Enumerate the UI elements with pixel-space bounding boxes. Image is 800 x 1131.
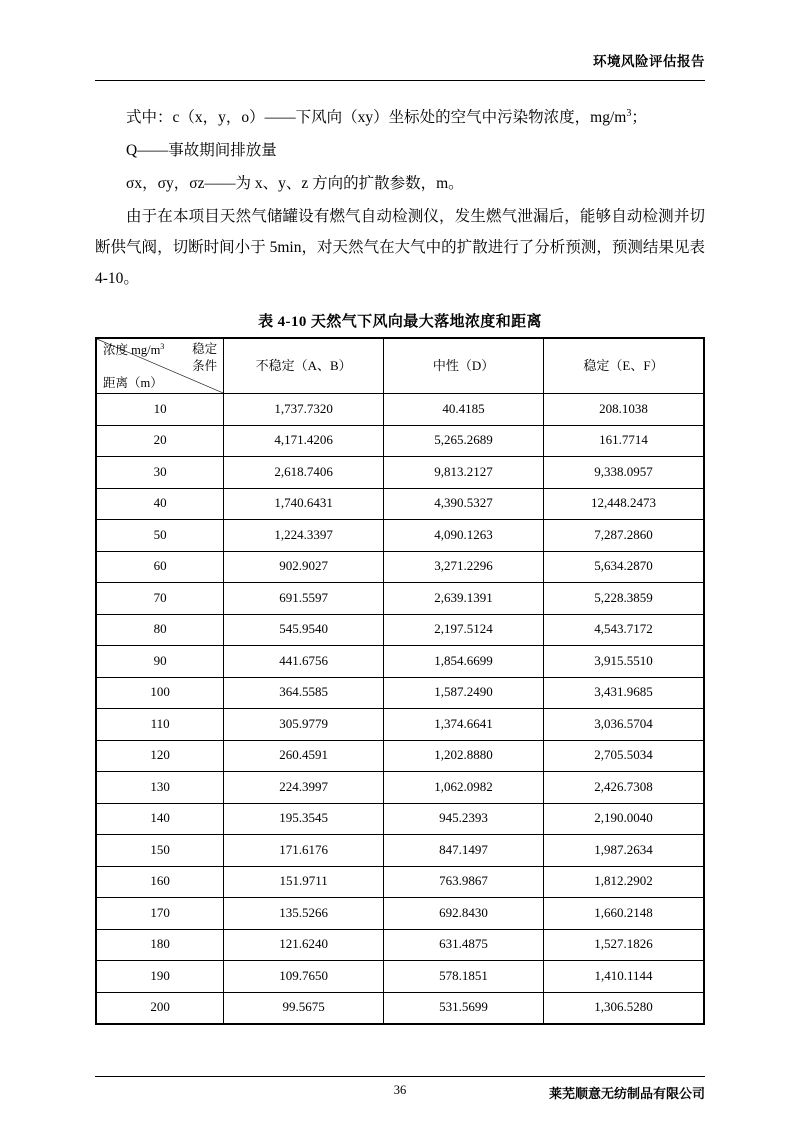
corner-label-top2: 条件 xyxy=(192,359,218,373)
table-row xyxy=(96,583,704,615)
table-row xyxy=(96,898,704,930)
cell-distance: 110 xyxy=(96,709,224,741)
cell-neutral: 3,271.2296 xyxy=(384,551,544,583)
cell-stable: 2,190.0040 xyxy=(543,803,704,835)
table-row xyxy=(96,709,704,741)
table-row xyxy=(96,551,704,583)
cell-unstable: 1,224.3397 xyxy=(224,520,384,552)
cell-neutral: 2,197.5124 xyxy=(384,614,544,646)
cell-stable: 1,812.2902 xyxy=(543,866,704,898)
table-row xyxy=(96,646,704,678)
cell-stable: 2,426.7308 xyxy=(543,772,704,804)
cell-neutral: 2,639.1391 xyxy=(384,583,544,615)
table-corner-cell xyxy=(96,338,224,394)
cell-stable: 5,634.2870 xyxy=(543,551,704,583)
cell-unstable: 260.4591 xyxy=(224,740,384,772)
cell-stable: 1,527.1826 xyxy=(543,929,704,961)
cell-distance: 80 xyxy=(96,614,224,646)
cell-distance: 120 xyxy=(96,740,224,772)
table-row xyxy=(96,740,704,772)
cell-stable: 7,287.2860 xyxy=(543,520,704,552)
cell-neutral: 40.4185 xyxy=(384,394,544,426)
cell-neutral: 1,587.2490 xyxy=(384,677,544,709)
cell-distance: 50 xyxy=(96,520,224,552)
body-text xyxy=(95,102,705,294)
table-caption: 表 4-10 天然气下风向最大落地浓度和距离 xyxy=(258,314,542,330)
page-content xyxy=(95,40,705,1101)
corner-label-top: 稳定 xyxy=(192,342,218,356)
cell-distance: 60 xyxy=(96,551,224,583)
table-header-unstable: 不稳定（A、B） xyxy=(224,338,384,394)
cell-stable: 3,036.5704 xyxy=(543,709,704,741)
cell-stable: 3,431.9685 xyxy=(543,677,704,709)
cell-unstable: 109.7650 xyxy=(224,961,384,993)
cell-neutral: 945.2393 xyxy=(384,803,544,835)
cell-unstable: 4,171.4206 xyxy=(224,425,384,457)
formula-line-3: σx，σy，σz——为 x、y、z 方向的扩散参数，m。 xyxy=(126,175,464,192)
table-body xyxy=(96,394,704,1025)
table-row xyxy=(96,394,704,426)
cell-unstable: 135.5266 xyxy=(224,898,384,930)
cell-distance: 140 xyxy=(96,803,224,835)
cell-stable: 1,410.1144 xyxy=(543,961,704,993)
cell-unstable: 224.3997 xyxy=(224,772,384,804)
table-row xyxy=(96,961,704,993)
cell-stable: 9,338.0957 xyxy=(543,457,704,489)
cell-distance: 30 xyxy=(96,457,224,489)
footer-company: 莱芜顺意无纺制品有限公司 xyxy=(548,1086,705,1101)
cell-stable: 1,660.2148 xyxy=(543,898,704,930)
concentration-distance-table xyxy=(95,337,705,1025)
table-row xyxy=(96,992,704,1024)
cell-unstable: 902.9027 xyxy=(224,551,384,583)
table-row xyxy=(96,457,704,489)
table-row xyxy=(96,866,704,898)
cell-neutral: 631.4875 xyxy=(384,929,544,961)
cell-neutral: 4,090.1263 xyxy=(384,520,544,552)
cell-distance: 160 xyxy=(96,866,224,898)
cell-unstable: 2,618.7406 xyxy=(224,457,384,489)
cell-unstable: 1,737.7320 xyxy=(224,394,384,426)
cell-neutral: 1,202.8880 xyxy=(384,740,544,772)
cell-unstable: 364.5585 xyxy=(224,677,384,709)
cell-neutral: 1,374.6641 xyxy=(384,709,544,741)
cell-stable: 161.7714 xyxy=(543,425,704,457)
cell-unstable: 151.9711 xyxy=(224,866,384,898)
cell-distance: 190 xyxy=(96,961,224,993)
footer-divider xyxy=(95,1076,705,1077)
cell-stable: 208.1038 xyxy=(543,394,704,426)
cell-distance: 70 xyxy=(96,583,224,615)
cell-distance: 130 xyxy=(96,772,224,804)
cell-neutral: 531.5699 xyxy=(384,992,544,1024)
cell-stable: 5,228.3859 xyxy=(543,583,704,615)
page-number: 36 xyxy=(393,1083,407,1097)
corner-label-distance: 距离（m） xyxy=(103,375,163,390)
cell-neutral: 578.1851 xyxy=(384,961,544,993)
cell-neutral: 763.9867 xyxy=(384,866,544,898)
header-title: 环境风险评估报告 xyxy=(593,54,705,69)
cell-distance: 150 xyxy=(96,835,224,867)
cell-neutral: 5,265.2689 xyxy=(384,425,544,457)
cell-stable: 3,915.5510 xyxy=(543,646,704,678)
table-row xyxy=(96,520,704,552)
header-divider xyxy=(95,80,705,81)
cell-unstable: 691.5597 xyxy=(224,583,384,615)
formula-line-2: Q——事故期间排放量 xyxy=(126,142,277,159)
cell-stable: 4,543.7172 xyxy=(543,614,704,646)
cell-neutral: 9,813.2127 xyxy=(384,457,544,489)
table-row xyxy=(96,614,704,646)
cell-stable: 1,987.2634 xyxy=(543,835,704,867)
cell-neutral: 692.8430 xyxy=(384,898,544,930)
page-footer xyxy=(95,1076,705,1103)
cell-unstable: 99.5675 xyxy=(224,992,384,1024)
body-paragraph: 由于在本项目天然气储罐设有燃气自动检测仪，发生燃气泄漏后，能够自动检测并切断供气阀，切断时间小于 5min，对天然气在大气中的扩散进行了分析预测，预测结果见表 4-10。 xyxy=(95,208,705,287)
page-header xyxy=(95,40,705,84)
table-row xyxy=(96,677,704,709)
table-header-neutral: 中性（D） xyxy=(384,338,544,394)
cell-stable: 1,306.5280 xyxy=(543,992,704,1024)
cell-unstable: 441.6756 xyxy=(224,646,384,678)
cell-distance: 100 xyxy=(96,677,224,709)
corner-label-concentration: 浓度 $mg/m^3$ xyxy=(103,342,165,358)
cell-unstable: 305.9779 xyxy=(224,709,384,741)
cell-distance: 200 xyxy=(96,992,224,1024)
cell-unstable: 545.9540 xyxy=(224,614,384,646)
table-row xyxy=(96,488,704,520)
formula-line-1: 式中：c（x，y，o）——下风向（xy）坐标处的空气中污染物浓度，$mg/m^3$； xyxy=(126,107,647,126)
table-row xyxy=(96,835,704,867)
table-row xyxy=(96,772,704,804)
cell-neutral: 4,390.5327 xyxy=(384,488,544,520)
cell-distance: 170 xyxy=(96,898,224,930)
table-header-row xyxy=(96,338,704,394)
cell-unstable: 195.3545 xyxy=(224,803,384,835)
table-header-stable: 稳定（E、F） xyxy=(543,338,704,394)
cell-distance: 10 xyxy=(96,394,224,426)
cell-stable: 12,448.2473 xyxy=(543,488,704,520)
cell-distance: 40 xyxy=(96,488,224,520)
cell-unstable: 1,740.6431 xyxy=(224,488,384,520)
cell-unstable: 171.6176 xyxy=(224,835,384,867)
cell-distance: 20 xyxy=(96,425,224,457)
cell-neutral: 847.1497 xyxy=(384,835,544,867)
table-row xyxy=(96,803,704,835)
table-row xyxy=(96,929,704,961)
cell-neutral: 1,854.6699 xyxy=(384,646,544,678)
cell-distance: 180 xyxy=(96,929,224,961)
cell-neutral: 1,062.0982 xyxy=(384,772,544,804)
table-row xyxy=(96,425,704,457)
cell-distance: 90 xyxy=(96,646,224,678)
cell-unstable: 121.6240 xyxy=(224,929,384,961)
cell-stable: 2,705.5034 xyxy=(543,740,704,772)
